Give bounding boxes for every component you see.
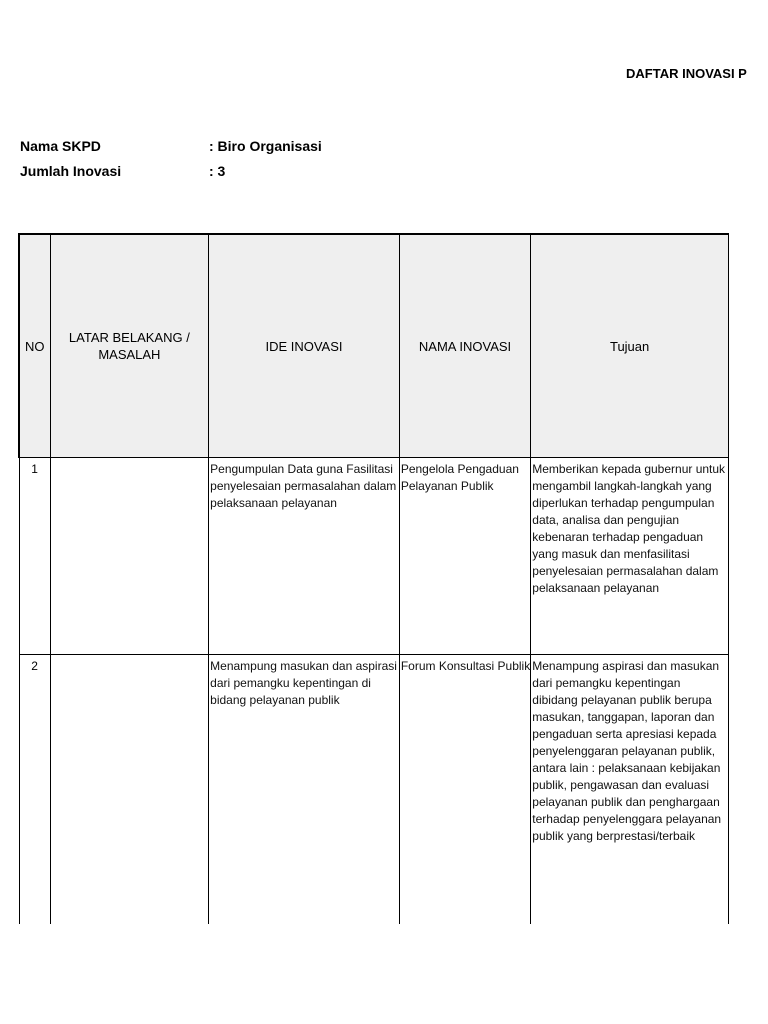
header-no: NO [19,234,50,458]
row-tujuan: Memberikan kepada gubernur untuk mengambil langkah-langkah yang diperlukan terhadap pengumpulan data, analisa dan pengujian kebenaran terhadap pengaduan yang masuk dan menfasilitasi penyelesaian permasalahan dalam pelaksanaan pelayanan [531,458,729,655]
header-nama-inovasi: NAMA INOVASI [399,234,530,458]
innovation-table [18,233,729,924]
row-ide-inovasi: Pengumpulan Data guna Fasilitasi penyelesaian permasalahan dalam pelaksanaan pelayanan [209,458,400,655]
document-title: DAFTAR INOVASI P [626,66,747,81]
jumlah-inovasi-label: Jumlah Inovasi [20,163,122,179]
table-row [19,458,729,655]
row-tujuan: Menampung aspirasi dan masukan dari pemangku kepentingan dibidang pelayanan publik berupa masukan, tanggapan, laporan dan pengaduan serta apresiasi kepada penyelenggaran pelayanan publik, antara lain : pelaksanaan kebijakan publik, pengawasan dan evaluasi pelayanan publik dan penghargaan terhadap penyelenggara pelayanan publik yang berprestasi/terbaik [531,655,729,925]
jumlah-inovasi-value: : 3 [209,163,226,179]
row-ide-inovasi: Menampung masukan dan aspirasi dari pemangku kepentingan di bidang pelayanan publik [209,655,400,925]
row-number: 2 [19,655,50,925]
row-number: 1 [19,458,50,655]
innovation-table-container [18,233,729,921]
nama-skpd-label: Nama SKPD [20,138,101,154]
header-latar-belakang: LATAR BELAKANG / MASALAH [50,234,209,458]
row-nama-inovasi: Forum Konsultasi Publik [399,655,530,925]
header-ide-inovasi: IDE INOVASI [209,234,400,458]
nama-skpd-value: : Biro Organisasi [209,138,322,154]
row-latar-belakang [50,655,209,925]
row-nama-inovasi: Pengelola Pengaduan Pelayanan Publik [399,458,530,655]
row-latar-belakang [50,458,209,655]
table-row [19,655,729,925]
table-header-row [19,234,729,458]
header-tujuan: Tujuan [531,234,729,458]
